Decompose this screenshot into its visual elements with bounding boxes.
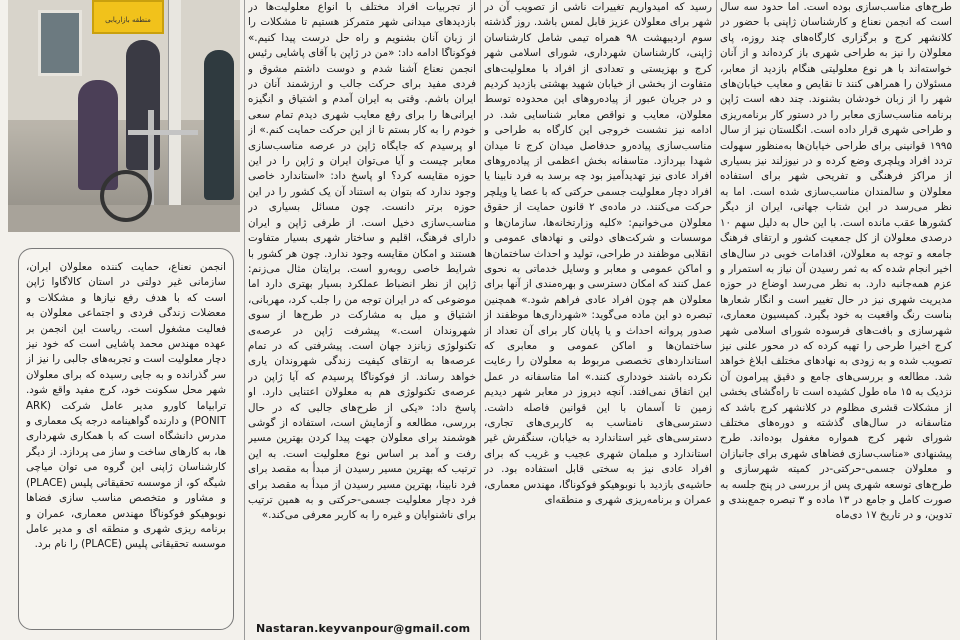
article-column-2 — [484, 0, 712, 640]
photo-sign — [92, 0, 164, 34]
column-divider — [480, 0, 481, 640]
photo-railing — [128, 130, 198, 135]
column-divider — [716, 0, 717, 640]
note-paragraph: انجمن نعناع، حمایت کننده معلولان ایران، سازمانی غیر دولتی در استان کالاگاوا ژاپن است که با هدف رفع نیازها و مشکلات و معضلات زندگی فردی و اجتماعی معلولان به فعالیت مشغول است. ریاست این انجمن بر عهده مهندس محمد پاشایی است که خود نیز دچار معلولیت است و تجربه‌های جالبی را نیز از سر گذرانده و به جایی رسیده که برای معلولان شهر محل سکونت خود، کرج مفید واقع شود. ترابیاما کاورو مدیر عامل شرکت (ARK PONIT) و دارنده گواهینامه درجه یک معماری و مدرس دانشگاه است که با همکاری شهرداری ها، به کارهای ساخت و ساز می پردازد. از دیگر کارشناسان ژاپنی این گروه می توان میاچی شیگه کو، از موسسه تحقیقاتی پلیس (PLACE) و مشاور و متخصص مناسب سازی فضاها نوبوهیکو فوکوناگا مهندس معماری، عمران و برنامه ریزی شهری و منطقه ای و مدیر عامل موسسه تحقیقاتی پلیس (PLACE) را نام برد. — [26, 261, 226, 551]
article-column-1 — [720, 0, 952, 640]
sidebar-note-text — [26, 260, 226, 622]
author-email[interactable]: Nastaran.keyvanpour@gmail.com — [256, 622, 471, 635]
column-text: طرح‌های مناسب‌سازی بوده است. اما حدود سه سال است که انجمن نعناع و کارشناسان ژاپنی با حضور در کلانشهر کرج و برگزاری کارگاه‌های چند روزه، پای معلولان را نیز به طراحی شهری باز کرده‌اند و از آنان خواسته‌اند با هر نوع معلولیتی هنگام بازدید از معابر، مسئولان را همراهی کنند تا نقایص و معایب خیابان‌های شهر را از زبان خودشان بشنوند. چند دهه است ژاپن برنامه مناسب‌سازی معابر را در دستور کار برنامه‌ریزی و طراحی شهری قرار داده است. انگلستان نیز از سال ۱۹۹۵ قوانینی برای طراحی خیابان‌ها به‌منظور سهولت تردد افراد ویلچری وضع کرده و در نیوزلند نیز بسیاری از مراکز فرهنگی و تفریحی شهر برای استفاده معلولان و سالمندان مناسب‌سازی شده است. اما به نظر می‌رسد در این شتاب جهانی، ایران از دیگر کشورها عقب مانده است. با این حال به دلیل سهم ۱۰ درصدی معلولان از کل جمعیت کشور و ارتقای فرهنگ جامعه و توجه به معلولان، اقدامات خوبی در سال‌های اخیر انجام شده که به ثمر رسیدن آن نیاز به استمرار و عزم همه‌جانبه دارد. به نظر می‌رسد اوضاع در حوزه مدیریت شهری نیز در حال تغییر است و انگار شعارها بناست رنگ واقعیت به خود بگیرد. کمیسیون معماری، شهرسازی و بافت‌های فرسوده شورای اسلامی شهر کرج اخیرا طرحی را تهیه کرده که در محور علنی نیز تصویب شده و به زودی به نهادهای مختلف ابلاغ خواهد شد. مطالعه و بررسی‌های جامع و دقیق پیرامون آن نزدیک به ۱۵ ماه طول کشیده است تا راه‌گشای بخشی از مشکلات قشری مظلوم در کلانشهر کرج باشد که متاسفانه در سال‌های گذشته و دوره‌های مختلف شورای شهر کرج همواره مغفول بوده‌اند. طرح پیشنهادی «مناسب‌سازی فضاهای شهری برای جانبازان و معلولان جسمی-حرکتی-در کمیته شهرسازی و طرح‌های توسعه شهری پس از بررسی در پنج جلسه به صورت کامل و جامع در ۱۳ ماده و ۳ تبصره جمع‌بندی و تدوین، و در تاریخ ۱۷ دی‌ماه — [720, 1, 952, 522]
photo-pole — [168, 0, 181, 232]
article-column-3 — [248, 0, 476, 600]
photo-person — [126, 40, 160, 170]
article-photo — [8, 0, 240, 232]
wheelchair-wheel-icon — [100, 170, 152, 222]
column-text: رسید که امیدواریم تغییرات ناشی از تصویب آن در شهر برای معلولان عزیز قابل لمس باشد. روز گذشته سوم اردیبهشت ۹۸ همراه تیمی شامل کارشناسان ژاپنی، کارشناسان شهرداری، شورای اسلامی شهر کرج و بهزیستی و تعدادی از افراد با معلولیت‌های متفاوت از بخشی از خیابان شهید بهشتی بازدید کردیم و در جریان عبور از پیاده‌روهای این محدوده توسط معلولان، معایب و نواقص معابر شناسایی شد. در ادامه نیز نشست خروجی این کارگاه به طراحی و مناسب‌سازی پیاده‌رو حدفاصل میدان کرج تا میدان شهدا بپردازد. متاسفانه بخش اعظمی از پیاده‌روهای افراد عادی نیز تهدیدآمیز بود چه برسد به فرد نابینا یا افراد دچار معلولیت جسمی حرکتی که با عصا یا ویلچر حرکت می‌کنند. در ماده‌ی ۲ قانون حمایت از حقوق معلولان می‌خوانیم: «کلیه وزارتخانه‌ها، سازمان‌ها و موسسات و شرکت‌های دولتی و نهادهای عمومی و انقلابی موظفند در طراحی، تولید و احداث ساختمان‌ها و اماکن عمومی و معابر و وسایل خدماتی به نحوی عمل کنند که امکان دسترسی و بهره‌مندی از آنها برای معلولان هم چون افراد عادی فراهم شود.» همچنین تبصره دو این ماده می‌گوید: «شهرداری‌ها موظفند از صدور پروانه احداث و یا پایان کار برای آن تعداد از ساختمان‌ها و اماکن عمومی و معابری که استانداردهای تخصصی مربوط به معلولان را رعایت نکرده باشند خودداری کنند.» اما متاسفانه در عمل این اتفاق نمی‌افتد. آنچه دیروز در معابر شهر دیدیم زمین تا آسمان با این قوانین فاصله داشت. دسترسی‌های نامناسب به کاربری‌های تجاری، دسترسی‌های غیر استاندارد به خیابان، سنگفرش غیر استاندارد و مبلمان شهری عجیب و غریب که برای افراد عادی نیز به سختی قابل استفاده بود. در حاشیه‌ی بازدید با نوبوهیکو فوکوناگا، مهندس معماری، عمران و برنامه‌ریزی شهری و منطقه‌ای — [484, 1, 712, 506]
photo-person — [204, 50, 234, 200]
photo-sign-text: منطقه بازاریابی — [105, 16, 151, 24]
column-text: از تجربیات افراد مختلف با انواع معلولیت‌ها در بازدیدهای میدانی شهر متمرکز هستیم تا مشکلات را از زبان آنان بشنویم و راه حل درست پیدا کنیم.» فوکوناگا ادامه داد: «من در ژاپن با آقای پاشایی رئیس انجمن نعناع آشنا شدم و دوست داشتم مشوق و فردی مفید برای حرکت جالب و ارزشمند آنان در ایران باشم. وقتی به ایران آمدم و اشتیاق و انگیزه ایرانی‌ها را برای رفع معایب شهری دیدم تمام سعی خودم را به کار بستم تا از این حرکت حمایت کنم.» از او پرسیدم که جایگاه ژاپن در عرصه مناسب‌سازی معابر چیست و آیا می‌توان ایران و ژاپن را در این حوزه مقایسه کرد؟ او پاسخ داد: «استاندارد خاصی وجود ندارد که بتوان به استناد آن یک کشور را در این حوزه برتر دانست. چون مسائل بسیاری در مناسب‌سازی دخیل است. از طرفی ژاپن و ایران دارای فرهنگ، اقلیم و ساختار شهری بسیار متفاوت هستند و امکان مقایسه وجود ندارد. چون هر کشور با شرایط خاصی روبه‌رو است. برایتان مثال می‌زنم: ژاپن از نظر انضباط عملکرد بسیار بهتری دارد اما موضوعی که در ایران توجه من را جلب کرد، مهربانی، اشتیاق و میل به مشارکت در طرح‌ها از سوی شهروندان است.» پیشرفت ژاپن در عرصه‌ی تکنولوژی زبانزد جهان است. پیشرفتی که در تمام عرصه‌ها به ارتقای کیفیت زندگی شهروندان یاری خواهد رساند. از فوکوناگا پرسیدم که آیا ژاپن در عرصه‌ی تکنولوژی هم به معلولان اعتنایی دارد. او پاسخ داد: «یکی از طرح‌های جالبی که در حال بررسی، مطالعه و آزمایش است، استفاده از گوشی هوشمند برای معلولان جهت پیدا کردن بهترین مسیر رفت و آمد بر اساس نوع معلولیت است. به این ترتیب که بهترین مسیر رسیدن از مبدأ به مقصد برای فرد نابینا، بهترین مسیر رسیدن از مبدأ به مقصد برای فرد دچار معلولیت جسمی-حرکتی و به همین ترتیب برای ناشنوایان و غیره را به کاربر معرفی می‌کند.» — [248, 1, 476, 522]
photo-window — [38, 10, 82, 76]
column-divider — [244, 0, 245, 640]
